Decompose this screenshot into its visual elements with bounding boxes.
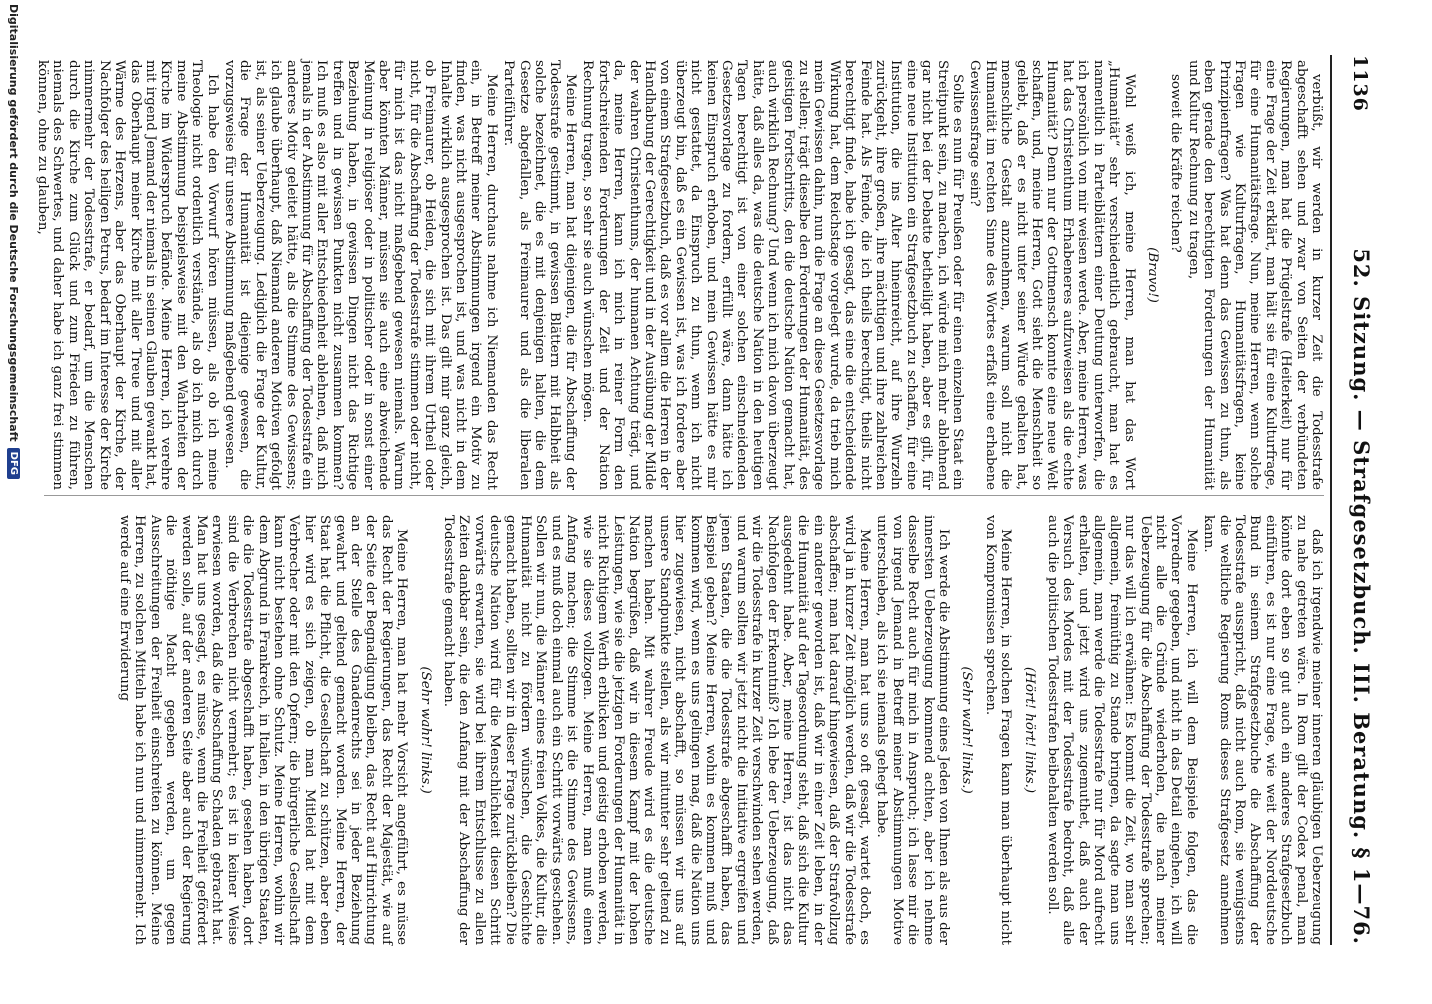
interjection: (Sehr wahr! links.) bbox=[417, 666, 433, 794]
interjection: (Bravo!) bbox=[1144, 247, 1160, 303]
paragraph: Meine Herren, man hat uns so oft gesagt, wartet doch, es wird ja in kurzer Zeit möglich werden, daß wir die Todesstrafe abschaffen; man hat darauf hingewiesen, daß der Strafvollzug ein anderer geworden ist, daß wir in einer Zeit leben, in der die Humanität auf der Tagesordnung steht, daß sich die Kultur ausgedehnt habe. Aber, meine Herren, ist das nicht das Nachfolgen der Erkenntniß? Ich lebe der Ueberzeugung, daß wir die Todesstrafe in kurzer Zeit verschwinden sehen werden, und warum sollten wir jetzt nicht die Initiative ergreifen und jenen Staaten, die die Todesstrafe abgeschafft haben, das Beispiel geben? Meine Herren, wohin es kommen muß und kommen wird, wenn es uns gelingen mag, daß die Nation uns hier zugewiesen, nicht abschafft, so müssen wir uns auf unsere Standpunkte stellen, als wir mitunter sehr geltend zu machen haben. Mit wahrer Freude wird es die deutsche Nation begrüßen, daß wir in diesem Kampf mit der hohen Leistungen, wie sie die jetzigen Forderungen der Humanität in nicht Richtigem Werth erblicken und geistig erhoben werden, wie sie dieses vollzogen. Meine Herren, man muß einen Anfang machen; die Stimme ist die Stimme des Gewissens, und es muß doch einmal auch ein Schritt vorwärts geschehen. Sollen wir nun, die Männer eines freien Volkes, die Kultur, die Humanität nicht zu fördern wünschen, die Geschichte gemacht haben, sollten wir in dieser Frage zurückbleiben? Die deutsche Nation wird für die Menschlichkeit diesen Schritt vorwärts erwarten, sie wird bei ihrem Entschlusse zu allen Zeiten dankbar sein, die den Anfang mit der Abschaffung der Todesstrafe gemacht haben. bbox=[441, 515, 873, 945]
paragraph: Meine Herren, man hat diejenigen, die für Abschaffung der Todesstrafe gestimmt, in gewissen Blättern mit Halbheit als solche bezeichnet, die es mit denjenigen halten, die dem Gesetze abgefallen, als Freimaurer und als die liberalen Parteiführer. bbox=[501, 60, 578, 490]
header-rule bbox=[1330, 55, 1332, 945]
credit-text: Digitalisierung gefördert durch die Deutsche Forschungsgemeinschaft bbox=[7, 4, 20, 442]
paragraph: Wohl weiß ich, meine Herren, man hat das Wort „Humanität“ sehr verschiedentlich gebraucht, man hat es namentlich in Parteiblättern einer Deutung unterworfen, die ich persönlich von mir weisen werde. Aber, meine Herren, was hat das Christenthum Erhabeneres aufzuweisen als die echte Humanität? Denn nur der Gottmensch konnte eine neue Welt schaffen, und, meine Herren, Gott sieht die Menschheit so geliebt, daß er es nicht unter seiner Würde gehalten hat, menschliche Gestalt anzunehmen, warum soll nicht die Humanität im rechten Sinne des Wortes erfaßt eine erhabene Gewissensfrage sein? bbox=[967, 60, 1137, 490]
text-column-right bbox=[44, 515, 1324, 945]
interjection: (Sehr wahr! links.) bbox=[959, 666, 975, 794]
paragraph: Ich habe den Vorwurf hören müssen, als ob ich meine Theologie nicht ordentlich verstände, als ob ich mich durch meine Abstimmung beispielsweise mit den Wahrheiten der Kirche im Widerspruch befände. Meine Herren, ich verehre mit irgend Jemand der niemals in seinen Glauben gewankt hat, das Oberhaupt meiner Kirche mit aller Treue und mit aller Wärme des Herzens, aber das Oberhaupt der Kirche, der Nachfolger des heiligen Petrus, bedarf im Interesse der Kirche nimmermehr der Todesstrafe, er bedarf, um die Menschen durch die Kirche zum Glück und zum Frieden zu führen, niemals des Schwertes, und daher habe ich ganz frei stimmen können, ohne zu glauben, bbox=[35, 60, 220, 490]
paragraph: Meine Herren, ich will dem Beispiele folgen, das die Vorredner gegeben, und nicht in das Detail eingehen, ich will nicht alle die Gründe wiederholen, die nach meiner Ueberzeugung für die Abschaffung der Todesstrafe sprechen; nur das will ich erwähnen: Es kommt die Zeit, wo man sehr allgemein, freimüthig zu Stande bringen, da sagte man uns allgemein, man werde die Todesstrafe nur für Mord aufrecht erhalten, und jetzt wird uns zugemuthet, daß auch der Versuch des Mordes mit der Todesstrafe bedroht, daß alle auch die politischen Todesstrafen beibehalten werden soll. bbox=[1045, 515, 1199, 945]
paragraph: daß ich irgendwie meiner inneren gläubigen Ueberzeugung zu nahe getreten wäre. In Rom gilt der Codex penal, man könnte dort eben so gut auch ein anderes Strafgesetzbuch einführen, es ist nur eine Frage, wie weit der Norddeutsche Bund in seinem Strafgesetzbuche die Abschaffung der Todesstrafe ausspricht, daß nicht auch Rom, sie wenigstens die weltliche Regierung Roms dieses Strafgesetz annehmen kann. bbox=[1201, 515, 1324, 945]
page-number: 1136 bbox=[1349, 55, 1371, 112]
paragraph: verbüßt, wir werden in kurzer Zeit die Todesstrafe abgeschafft sehen und zwar von Seiten der verbündeten Regierungen, man hat die Prügelstrafe (Heiterkeit) nur für eine Frage der Zeit erklärt, man hält sie für eine Kulturfrage, für eine Humanitätsfrage. Nun, meine Herren, wenn solche Fragen wie Kulturfragen, Humanitätsfragen, keine Prinzipienfragen? Was hat denn das Gewissen zu thun, als eben gerade den berechtigten Forderungen der Humanität und Kultur Rechnung zu tragen, bbox=[1185, 60, 1324, 490]
text-column-left bbox=[35, 60, 1324, 490]
interjection: (Hört! hört! links.) bbox=[1021, 666, 1037, 794]
page-header bbox=[1334, 55, 1374, 945]
paragraph: Sollte es nun für Preußen oder für einen einzelnen Staat ein Streitpunkt sein, zu machen, ich würde mich mehr ablehnend gar nicht bei der Debatte betheiligt haben, aber es gilt, für eine neue Institution ein Strafgesetzbuch zu schaffen, für eine Institution, die ins Alter hineinreicht, auf ihre Wurzeln zurückgeht, ihre großen, ihre mächtigen und ihre zahlreichen Feinde hat. Als Feinde, die ich theils berechtigt, theils nicht berechtigt finde, habe ich gesagt, das eine die entscheidende Wirkung hat, dem Reichstage vorgelegt wurde, da trieb mich mein Gewissen dahin, nun die Frage an diese Gesetzesvorlage zu stellen; trägt dieselbe den Forderungen der Humanität, des geistigen Fortschritts, den die deutsche Nation gemacht hat, auch wirklich Rechnung? Und wenn ich mich davon überzeugt hätte, daß alles da, was die deutsche Nation in den heutigen Tagen berechtigt ist von einer solchen einschneidenden Gesetzesvorlage zu fordern, erfüllt wäre, dann hätte ich keinen Einspruch erhoben, und mein Gewissen hätte es mir nicht gestattet, da Einspruch zu thun, wenn ich nicht überzeugt bin, daß es ein Gewissen ist, was ich fordere aber von einem Strafgesetzbuch, daß es vor allem die Herren in der Handhabung der Gerechtigkeit und in der Ausübung der Milde der wahren Christenthums, der humanen Achtung trägt, und da, meine Herren, kann ich mich in reiner Form den fortschreitenden Forderungen der Zeit und der Nation Rechnung tragen, so sehr sie auch wünschen mögen. bbox=[580, 60, 966, 490]
paragraph: Meine Herren, man hat mehr Vorsicht angeführt, es müsse das Recht der Regierungen, das Recht der Majestät, wie auf der Seite der Begnadigung bleiben, das Recht auf Hinrichtung an der Stelle des Gnadenrechts sei in jeder Beziehung gewahrt und geltend gemacht worden. Meine Herren, der Staat hat die Pflicht, die Gesellschaft zu schützen, aber eben hier wird es sich zeigen, ob man Mitleid hat mit dem Verbrecher oder mit den Opfern; die bürgerliche Gesellschaft kann nicht bestehen ohne Schutz. Meine Herren, wohin wir dem Abgrund in Frankreich, in Italien, in den übrigen Staaten, die die Todesstrafe abgeschafft haben, gesehen haben, dort sind die Verbrechen nicht vermehrt; es ist in keiner Weise erwiesen worden, daß die Abschaffung Schaden gebracht hat. Man hat uns gesagt, es müsse, wenn die Freiheit gefördert werden solle, auf der anderen Seite aber auch der Regierung die nöthige Macht gegeben werden, um gegen Ausschreitungen der Freiheit einschreiten zu können. Meine Herren, zu solchen Mitteln habe ich nun und nimmermehr. Ich werde auf eine Erwiderung bbox=[116, 515, 410, 945]
dfg-logo: DFG bbox=[7, 448, 20, 479]
page-title: 52. Sitzung. — Strafgesetzbuch. III. Beratung. § 1—76. bbox=[1349, 248, 1374, 945]
paragraph: Meine Herren, in solchen Fragen kann man überhaupt nicht von Kompromissen sprechen. bbox=[982, 515, 1014, 945]
digitization-credit bbox=[0, 0, 27, 1004]
paragraph: Ich werde die Abstimmung eines Jeden von Ihnen als aus der innersten Ueberzeugung kommend achten, aber ich nehme dasselbe Recht auch für mich in Anspruch; ich lasse mir die von irgend Jemand in Betreff meiner Abstimmungen Motive unterschieben, als ich sie niemals gehegt habe. bbox=[874, 515, 952, 945]
paragraph: soweit die Kräfte reichen? bbox=[1168, 74, 1184, 253]
column-divider bbox=[44, 495, 1324, 496]
paragraph: Meine Herren, durchaus nahme ich Niemanden das Recht ein, in Betreff meiner Abstimmungen irgend ein Motiv zu finden, was nicht ausgesprochen ist, und was nicht in dem Inhalte wirklich ausgesprochen ist. Das gilt mir ganz gleich, ob Freimaurer, ob Heiden, die sich mit ihrem Urtheil oder nicht, für die Abschaffung der Todesstrafe stimmen oder nicht, für mich ist das nicht maßgebend gewesen niemals. Warum aber könnten Männer, müssen sie auch eine abweichende Meinung in religiöser oder in politischer oder in sonst einer Beziehung haben, in gewissen Dingen nicht das Richtige treffen und in gewissen Punkten nicht zusammen kommen? Ich muß es also mit aller Entschiedenheit ablehnen, daß mich jemals in der Abstimmung für Abschaffung der Todesstrafe ein anderes Motiv geleitet hätte, als die Stimme des Gewissens; ich glaube überhaupt, daß Niemand anderen Motiven gefolgt ist, als seiner Ueberzeugung. Lediglich die Frage der Kultur, die Frage der Humanität ist diejenige gewesen, die vorzugsweise für unsere Abstimmung maßgebend gewesen. bbox=[221, 60, 499, 490]
